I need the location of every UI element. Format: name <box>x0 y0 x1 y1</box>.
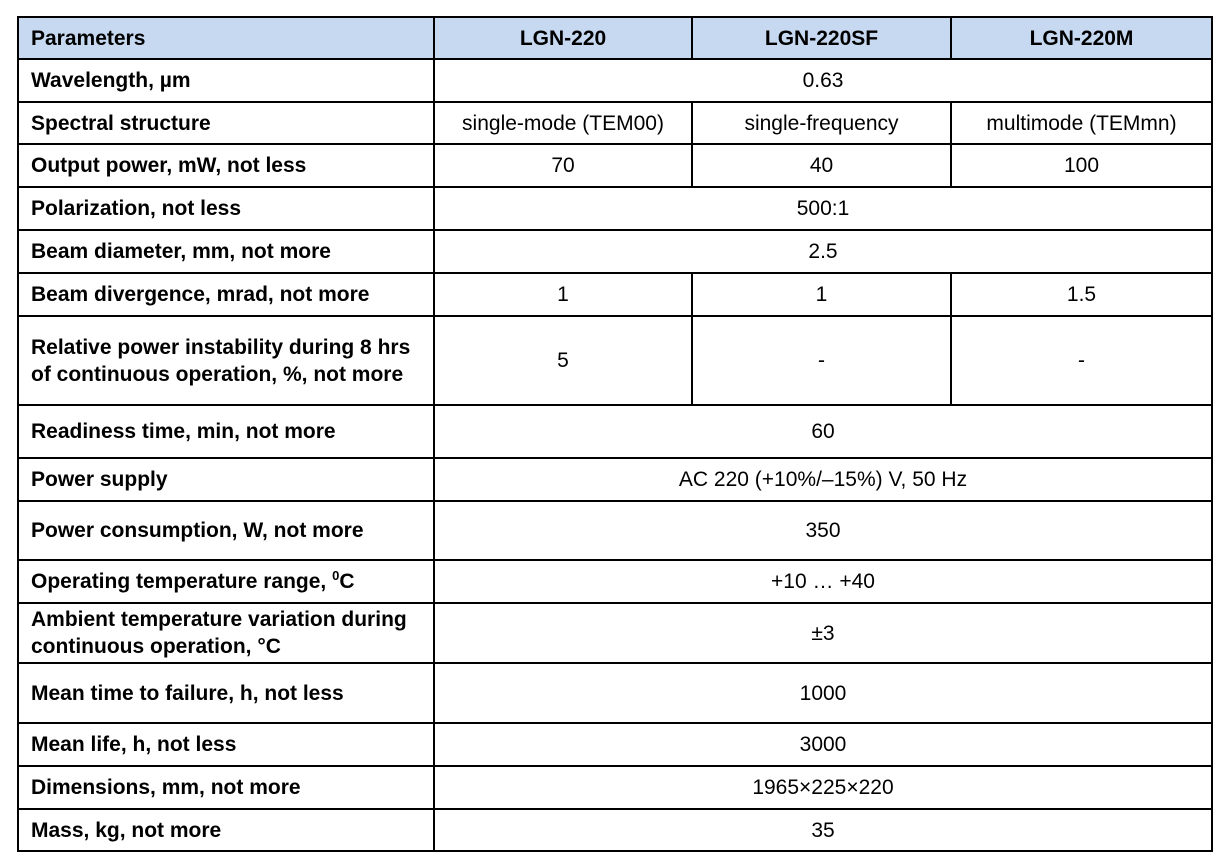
row-operating-temperature <box>18 560 1212 603</box>
value-spectral-lgn-220sf: single-frequency <box>692 102 951 144</box>
value-readiness-time: 60 <box>434 405 1212 458</box>
value-power-supply: AC 220 (+10%/–15%) V, 50 Hz <box>434 458 1212 501</box>
header-lgn-220: LGN-220 <box>434 17 692 59</box>
value-mass: 35 <box>434 809 1212 851</box>
value-spectral-lgn-220m: multimode (TEMmn) <box>951 102 1212 144</box>
value-ambient-temperature: ±3 <box>434 603 1212 663</box>
label-operating-temperature-unit: C <box>339 570 355 593</box>
label-power-supply: Power supply <box>18 458 434 501</box>
label-mass: Mass, kg, not more <box>18 809 434 851</box>
row-mean-life <box>18 723 1212 766</box>
label-beam-diameter: Beam diameter, mm, not more <box>18 230 434 273</box>
label-operating-temperature <box>18 560 434 603</box>
label-readiness-time: Readiness time, min, not more <box>18 405 434 458</box>
value-output-power-lgn-220: 70 <box>434 144 692 187</box>
row-power-consumption <box>18 501 1212 560</box>
row-wavelength <box>18 59 1212 102</box>
value-polarization: 500:1 <box>434 187 1212 230</box>
label-ambient-temperature: Ambient temperature variation during continuous operation, °C <box>18 603 434 663</box>
label-mean-life: Mean life, h, not less <box>18 723 434 766</box>
row-mean-time-to-failure <box>18 663 1212 723</box>
value-beam-divergence-lgn-220sf: 1 <box>692 273 951 316</box>
header-parameters: Parameters <box>18 17 434 59</box>
row-power-supply <box>18 458 1212 501</box>
value-power-instability-lgn-220sf: - <box>692 316 951 405</box>
row-mass <box>18 809 1212 851</box>
row-power-instability <box>18 316 1212 405</box>
specifications-table <box>17 16 1213 852</box>
row-spectral-structure <box>18 102 1212 144</box>
row-dimensions <box>18 766 1212 809</box>
value-mean-time-to-failure: 1000 <box>434 663 1212 723</box>
label-spectral-structure: Spectral structure <box>18 102 434 144</box>
value-wavelength: 0.63 <box>434 59 1212 102</box>
header-row <box>18 17 1212 59</box>
header-lgn-220m: LGN-220M <box>951 17 1212 59</box>
label-dimensions: Dimensions, mm, not more <box>18 766 434 809</box>
value-power-instability-lgn-220m: - <box>951 316 1212 405</box>
row-beam-divergence <box>18 273 1212 316</box>
label-output-power: Output power, mW, not less <box>18 144 434 187</box>
label-beam-divergence: Beam divergence, mrad, not more <box>18 273 434 316</box>
label-wavelength: Wavelength, µm <box>18 59 434 102</box>
value-operating-temperature: +10 … +40 <box>434 560 1212 603</box>
row-polarization <box>18 187 1212 230</box>
value-spectral-lgn-220: single-mode (TEM00) <box>434 102 692 144</box>
degree-superscript: 0 <box>332 568 340 583</box>
label-power-instability: Relative power instability during 8 hrs of continuous operation, %, not more <box>18 316 434 405</box>
value-output-power-lgn-220sf: 40 <box>692 144 951 187</box>
value-beam-divergence-lgn-220m: 1.5 <box>951 273 1212 316</box>
label-polarization: Polarization, not less <box>18 187 434 230</box>
row-ambient-temperature <box>18 603 1212 663</box>
label-power-consumption: Power consumption, W, not more <box>18 501 434 560</box>
row-output-power <box>18 144 1212 187</box>
value-power-consumption: 350 <box>434 501 1212 560</box>
value-beam-divergence-lgn-220: 1 <box>434 273 692 316</box>
header-lgn-220sf: LGN-220SF <box>692 17 951 59</box>
row-beam-diameter <box>18 230 1212 273</box>
value-dimensions: 1965×225×220 <box>434 766 1212 809</box>
label-operating-temperature-text: Operating temperature range, <box>31 570 333 593</box>
value-power-instability-lgn-220: 5 <box>434 316 692 405</box>
value-mean-life: 3000 <box>434 723 1212 766</box>
row-readiness-time <box>18 405 1212 458</box>
value-beam-diameter: 2.5 <box>434 230 1212 273</box>
label-mean-time-to-failure: Mean time to failure, h, not less <box>18 663 434 723</box>
value-output-power-lgn-220m: 100 <box>951 144 1212 187</box>
